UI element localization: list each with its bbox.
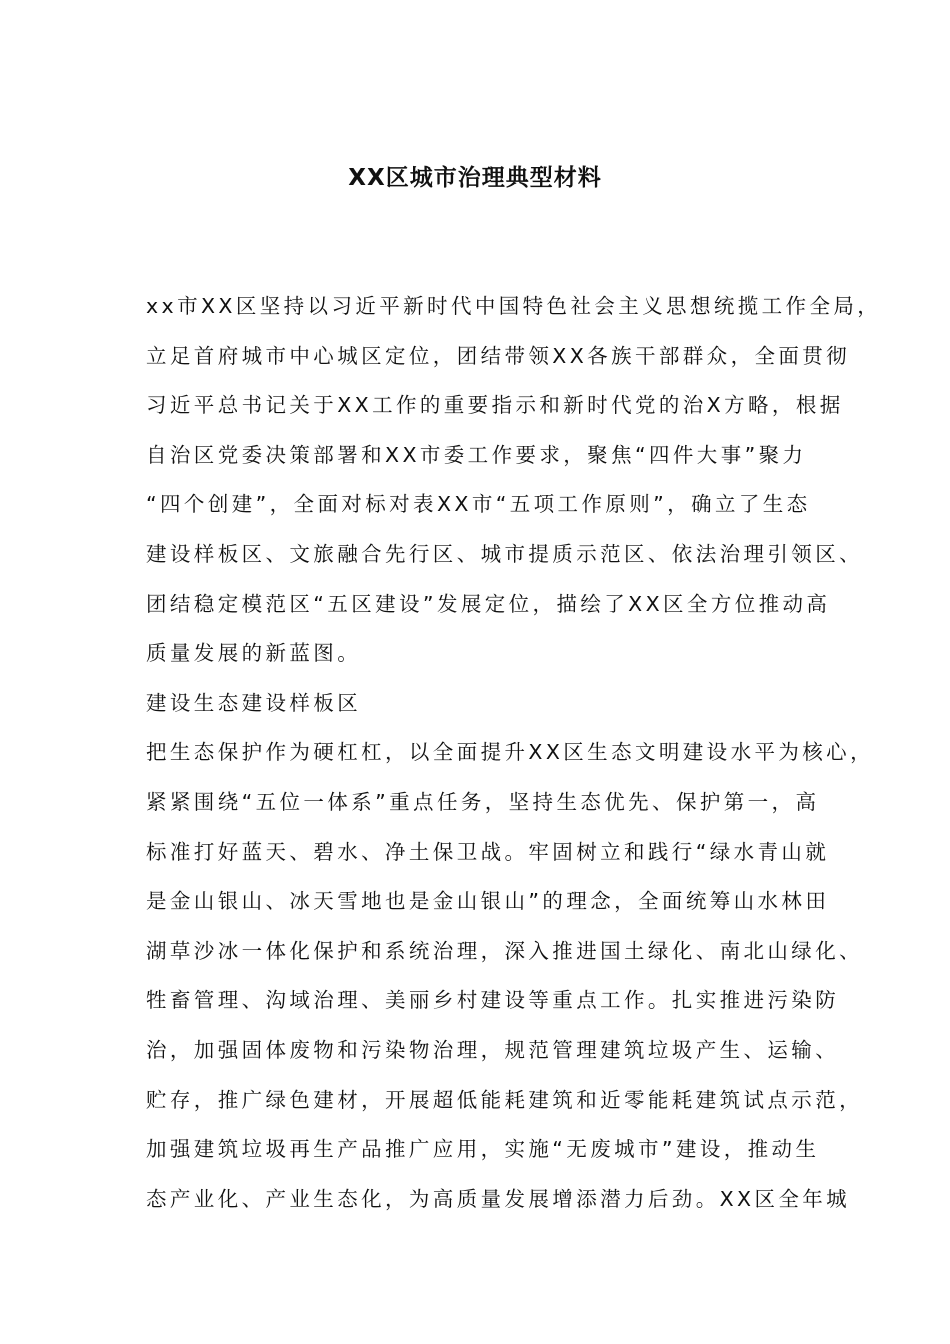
paragraph-line: 态产业化、产业生态化，为高质量发展增添潜力后劲。XX区全年城 — [146, 1186, 851, 1211]
paragraph-line: 自治区党委决策部署和XX市委工作要求，聚焦“四件大事”聚力 — [146, 442, 807, 467]
section-heading: 建设生态建设样板区 — [146, 690, 362, 715]
paragraph-line: 治，加强固体废物和污染物治理，规范管理建筑垃圾产生、运输、 — [146, 1037, 840, 1062]
paragraph-line: 立足首府城市中心城区定位，团结带领XX各族干部群众，全面贯彻 — [146, 343, 851, 368]
paragraph-line: 标准打好蓝天、碧水、净土保卫战。牢固树立和践行“绿水青山就 — [146, 839, 830, 864]
paragraph-line: 湖草沙冰一体化保护和系统治理，深入推进国土绿化、南北山绿化、 — [146, 938, 863, 963]
paragraph-line: 团结稳定模范区“五区建设”发展定位，描绘了XX区全方位推动高 — [146, 591, 831, 616]
paragraph-line: 贮存，推广绿色建材，开展超低能耗建筑和近零能耗建筑试点示范， — [146, 1087, 863, 1112]
paragraph-line: 建设样板区、文旅融合先行区、城市提质示范区、依法治理引领区、 — [146, 541, 863, 566]
paragraph-line: 牲畜管理、沟域治理、美丽乡村建设等重点工作。扎实推进污染防 — [146, 988, 840, 1013]
document-title: XX区城市治理典型材料 — [348, 165, 602, 191]
paragraph-line: 是金山银山、冰天雪地也是金山银山”的理念，全面统筹山水林田 — [146, 889, 830, 914]
document-body — [146, 282, 882, 1224]
paragraph-line: 把生态保护作为硬杠杠，以全面提升XX区生态文明建设水平为核心， — [146, 740, 874, 765]
paragraph-line: xx市XX区坚持以习近平新时代中国特色社会主义思想统揽工作全局， — [146, 294, 882, 318]
paragraph-line: 加强建筑垃圾再生产品推广应用，实施“无废城市”建设，推动生 — [146, 1137, 820, 1162]
paragraph-line: 紧紧围绕“五位一体系”重点任务，坚持生态优先、保护第一，高 — [146, 789, 820, 814]
paragraph-line: “四个创建”，全面对标对表XX市“五项工作原则”，确立了生态 — [146, 492, 811, 517]
paragraph-line: 质量发展的新蓝图。 — [146, 641, 362, 666]
paragraph-line: 习近平总书记关于XX工作的重要指示和新时代党的治X方略，根据 — [146, 393, 844, 418]
